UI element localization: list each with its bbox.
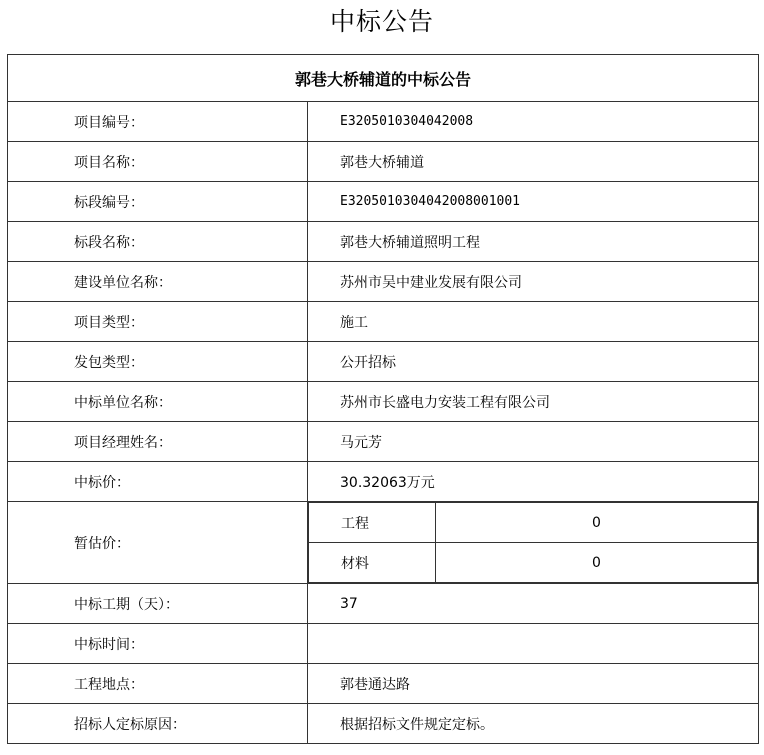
table-row [8,142,759,182]
site-location-value: 郭巷通达路 [308,664,759,704]
table-row [8,502,759,584]
project-type-label: 项目类型： [8,302,308,342]
table-row [8,302,759,342]
section-number-value: E3205010304042008001001 [308,182,759,222]
project-number-label: 项目编号： [8,102,308,142]
winner-name-label: 中标单位名称： [8,382,308,422]
section-name-value: 郭巷大桥辅道照明工程 [308,222,759,262]
estimate-engineering-label: 工程 [309,503,436,543]
estimate-material-label: 材料 [309,543,436,583]
table-row [8,624,759,664]
table-row [8,704,759,744]
project-type-value: 施工 [308,302,759,342]
table-row [8,182,759,222]
section-number-label: 标段编号： [8,182,308,222]
duration-label: 中标工期（天）： [8,584,308,624]
estimate-cell [308,502,759,584]
award-time-value [308,624,759,664]
manager-name-value: 马元芳 [308,422,759,462]
winner-name-value: 苏州市长盛电力安装工程有限公司 [308,382,759,422]
builder-name-value: 苏州市吴中建业发展有限公司 [308,262,759,302]
table-row [8,422,759,462]
notice-heading: 郭巷大桥辅道的中标公告 [8,55,759,102]
estimate-label: 暂估价： [8,502,308,584]
table-row [8,462,759,502]
builder-name-label: 建设单位名称： [8,262,308,302]
site-location-label: 工程地点： [8,664,308,704]
estimate-row [309,543,758,583]
page-title: 中标公告 [329,7,434,36]
section-name-label: 标段名称： [8,222,308,262]
award-time-label: 中标时间： [8,624,308,664]
table-row [8,262,759,302]
manager-name-label: 项目经理姓名： [8,422,308,462]
table-row [8,102,759,142]
winning-price-value: 30.32063万元 [308,462,759,502]
table-row [8,382,759,422]
winning-price-label: 中标价： [8,462,308,502]
contract-type-value: 公开招标 [308,342,759,382]
estimate-row [309,503,758,543]
estimate-subtable [308,502,758,583]
table-row [8,664,759,704]
project-name-label: 项目名称： [8,142,308,182]
award-notice-table [7,54,759,744]
table-row [8,222,759,262]
project-name-value: 郭巷大桥辅道 [308,142,759,182]
duration-value: 37 [308,584,759,624]
estimate-material-value: 0 [436,543,758,583]
award-reason-value: 根据招标文件规定定标。 [308,704,759,744]
table-row [8,584,759,624]
award-reason-label: 招标人定标原因： [8,704,308,744]
estimate-engineering-value: 0 [436,503,758,543]
project-number-value: E3205010304042008 [308,102,759,142]
contract-type-label: 发包类型： [8,342,308,382]
table-row [8,342,759,382]
